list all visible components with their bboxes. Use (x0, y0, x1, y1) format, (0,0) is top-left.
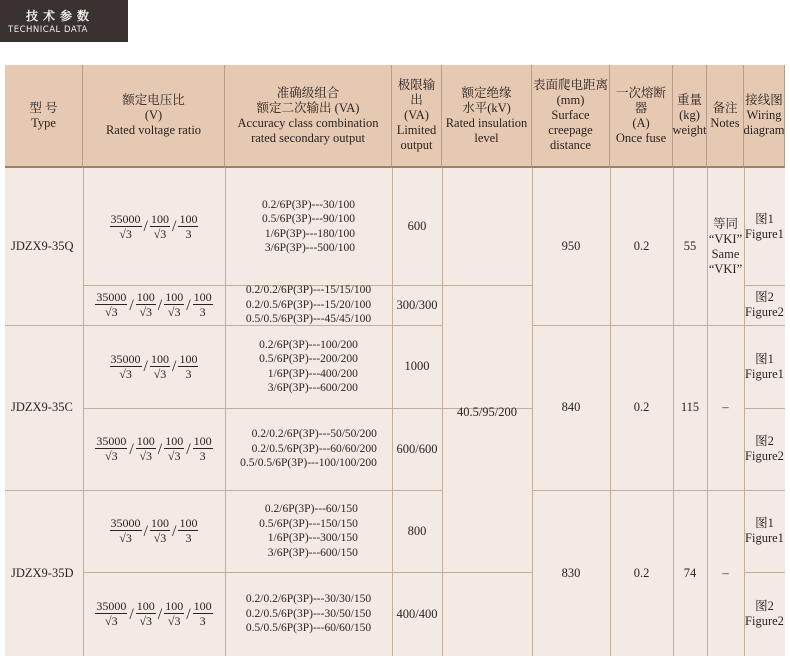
header-accuracy (225, 65, 392, 168)
accuracy-line: 0.5/6P(3P)---90/100 (262, 213, 355, 225)
header-creepage-line: 表面爬电距离 (532, 78, 608, 92)
accuracy-line: 0.2/6P(3P)---30/100 (262, 198, 355, 211)
header-wiring (744, 65, 785, 168)
voltage-ratio-cell (83, 490, 225, 572)
header-creepage-line: Surface (551, 108, 590, 122)
section-title-cn: 技术参数 (26, 9, 95, 23)
ratio-fraction (178, 213, 198, 241)
fraction-denominator: √3 (119, 531, 132, 545)
header-weight-line: 重量 (676, 93, 702, 107)
header-notes (707, 65, 744, 168)
wiring-line: Figure2 (745, 614, 784, 628)
header-weight-line: weight (672, 123, 707, 137)
fraction-numerator: 100 (151, 211, 169, 226)
header-weight (673, 65, 707, 168)
ratio-slash: / (157, 296, 163, 314)
creepage-cell: 830 (561, 565, 581, 580)
accuracy-list (240, 427, 377, 471)
header-wiring-line: diagram (743, 123, 785, 137)
wiring-diagram-cell (744, 408, 785, 490)
header-notes-line: Notes (710, 115, 740, 130)
header-creepage-line: (mm) (556, 93, 585, 107)
accuracy-line: 0.2/6P(3P)---100/200 (259, 338, 358, 351)
header-wiring-line: Wiring (746, 108, 782, 122)
ratio-fraction (164, 291, 184, 319)
accuracy-line: 0.5/6P(3P)---150/150 (259, 517, 358, 530)
fraction-numerator: 100 (165, 290, 184, 304)
notes-line: – (722, 400, 729, 414)
header-insulation-line: 额定绝缘 (461, 85, 512, 100)
ratio-slash: / (157, 605, 163, 623)
voltage-ratio (94, 435, 213, 463)
ratio-fraction (136, 435, 156, 463)
fraction-denominator: 3 (185, 226, 192, 241)
ratio-fraction (150, 353, 170, 381)
voltage-ratio-cell (83, 285, 225, 325)
accuracy-line: 0.5/0.5/6P(3P)---45/45/100 (245, 313, 372, 326)
ratio-fraction (193, 291, 213, 319)
ratio-slash: / (172, 522, 177, 540)
header-fuse (610, 65, 673, 168)
header-insulation (442, 65, 532, 168)
wiring-line: Figure1 (745, 366, 784, 381)
ratio-slash: / (186, 440, 191, 458)
fraction-numerator: 100 (179, 516, 198, 530)
model-cell: JDZX9-35D (11, 565, 74, 580)
header-type-line: 型 号 (29, 100, 58, 115)
accuracy-list (246, 592, 371, 636)
fraction-numerator: 35000 (110, 351, 141, 366)
ratio-slash: / (129, 440, 134, 458)
accuracy-line: 0.5/0.5/6P(3P)---100/100/200 (240, 457, 377, 470)
technical-data-table (5, 65, 785, 656)
ratio-slash: / (172, 218, 177, 235)
ratio-fraction (95, 600, 127, 628)
accuracy-line: 1/6P(3P)---180/100 (264, 227, 355, 240)
fuse-cell: 0.2 (633, 565, 650, 580)
wiring-diagram-cell (744, 325, 785, 408)
creepage-cell: 840 (561, 400, 581, 414)
ratio-fraction (178, 353, 198, 381)
model-cell: JDZX9-35Q (11, 239, 74, 253)
fraction-numerator: 35000 (96, 290, 127, 304)
fraction-numerator: 35000 (96, 434, 127, 448)
header-insulation-line: Rated insulation (445, 115, 528, 130)
accuracy-line: 0.5/0.5/6P(3P)---60/60/150 (245, 622, 372, 635)
accuracy-line: 3/6P(3P)---500/100 (264, 242, 355, 254)
fraction-denominator: √3 (153, 531, 167, 545)
fraction-numerator: 100 (136, 290, 155, 304)
fraction-numerator: 35000 (110, 516, 141, 530)
ratio-fraction (110, 353, 142, 381)
fraction-denominator: 3 (185, 366, 192, 381)
accuracy-cell (225, 490, 392, 572)
fuse-cell: 0.2 (633, 400, 650, 414)
fraction-denominator: √3 (153, 366, 167, 381)
voltage-ratio-cell (83, 572, 225, 656)
fraction-numerator: 100 (179, 351, 198, 366)
header-ratio (83, 65, 225, 168)
ratio-slash: / (172, 358, 177, 375)
model-cell: JDZX9-35C (11, 400, 73, 414)
notes-cell (707, 490, 744, 656)
accuracy-cell (225, 285, 392, 325)
accuracy-line: 0.2/0.5/6P(3P)---60/60/200 (251, 442, 377, 455)
header-limited (392, 65, 442, 168)
ratio-slash: / (186, 605, 191, 623)
insulation-level-cell: 40.5/95/200 (456, 404, 518, 419)
accuracy-list (259, 338, 358, 396)
ratio-fraction (95, 435, 127, 463)
fraction-denominator: √3 (167, 614, 181, 628)
accuracy-line: 0.2/0.5/6P(3P)---30/50/150 (245, 607, 372, 620)
wiring-line: 图1 (755, 516, 774, 530)
section-title-en: TECHNICAL DATA (8, 25, 88, 35)
wiring-line: Figure2 (745, 449, 784, 463)
header-ratio-line: Rated voltage ratio (105, 123, 202, 137)
limited-output-cell: 1000 (404, 359, 430, 373)
accuracy-list (262, 198, 355, 256)
wiring-line: 图2 (755, 599, 774, 613)
ratio-slash: / (143, 522, 148, 540)
voltage-ratio-cell (83, 325, 225, 408)
ratio-fraction (150, 213, 170, 241)
header-insulation-line: 水平(kV) (462, 100, 511, 115)
header-accuracy-line: Accuracy class combination (237, 115, 379, 130)
accuracy-list (246, 283, 371, 327)
header-limited-line: Limited (396, 123, 437, 137)
ratio-slash: / (129, 296, 134, 314)
voltage-ratio (109, 517, 200, 545)
accuracy-line: 1/6P(3P)---300/150 (267, 532, 358, 544)
header-limited-line: (VA) (404, 108, 429, 122)
fraction-numerator: 100 (136, 434, 155, 448)
header-fuse-line: 一次熔断器 (615, 85, 666, 115)
fraction-numerator: 100 (193, 599, 212, 613)
header-accuracy-line: 额定二次输出 (VA) (256, 100, 360, 115)
fraction-denominator: 3 (185, 531, 192, 545)
notes-line: “VKI” (708, 231, 743, 246)
fraction-numerator: 100 (193, 434, 212, 448)
header-notes-line: 备注 (712, 100, 738, 115)
header-weight-line: (kg) (679, 108, 700, 122)
header-fuse-line: Once fuse (615, 130, 667, 145)
accuracy-cell (225, 408, 392, 490)
wiring-line: 图2 (755, 434, 774, 448)
fraction-numerator: 100 (165, 434, 184, 448)
accuracy-line: 0.2/0.2/6P(3P)---50/50/200 (251, 428, 377, 441)
ratio-slash: / (186, 296, 191, 314)
limited-output-cell: 300/300 (396, 297, 438, 312)
fraction-numerator: 35000 (110, 211, 141, 226)
fuse-cell: 0.2 (633, 239, 650, 253)
fraction-denominator: √3 (139, 449, 153, 463)
accuracy-line: 3/6P(3P)---600/150 (267, 546, 358, 559)
voltage-ratio (109, 213, 200, 241)
notes-cell (707, 325, 744, 490)
limited-output-cell: 800 (407, 523, 427, 538)
creepage-cell: 950 (561, 239, 581, 253)
fraction-denominator: √3 (139, 305, 153, 319)
fraction-denominator: √3 (119, 366, 132, 381)
ratio-fraction (136, 291, 156, 319)
ratio-slash: / (143, 218, 148, 235)
fraction-denominator: √3 (167, 305, 181, 319)
accuracy-line: 0.2/6P(3P)---60/150 (264, 503, 358, 515)
accuracy-line: 3/6P(3P)---600/200 (267, 382, 358, 394)
ratio-slash: / (129, 605, 134, 623)
accuracy-cell (225, 325, 392, 408)
notes-line: 等同 (712, 216, 738, 231)
fraction-denominator: √3 (167, 449, 181, 463)
fraction-denominator: √3 (105, 614, 118, 628)
voltage-ratio (109, 353, 200, 381)
fraction-denominator: √3 (105, 449, 118, 463)
ratio-fraction (150, 517, 170, 545)
ratio-slash: / (143, 358, 148, 375)
wiring-diagram-cell (744, 285, 785, 325)
wiring-line: Figure2 (745, 305, 784, 319)
weight-cell: 74 (683, 565, 697, 580)
header-accuracy-line: 准确级组合 (276, 85, 340, 100)
ratio-fraction (193, 435, 213, 463)
wiring-diagram-cell (744, 168, 785, 285)
wiring-diagram-cell (744, 490, 785, 572)
header-creepage-line: creepage (548, 123, 593, 137)
ratio-fraction (164, 600, 184, 628)
fraction-numerator: 100 (179, 211, 198, 226)
limited-output-cell: 400/400 (396, 606, 438, 621)
notes-line: Same (711, 246, 740, 261)
fraction-denominator: 3 (199, 614, 206, 628)
header-limited-line: 极限输出 (397, 78, 436, 107)
fraction-numerator: 35000 (96, 599, 127, 613)
fraction-numerator: 100 (193, 290, 212, 304)
fraction-denominator: √3 (139, 614, 153, 628)
fraction-numerator: 100 (136, 599, 155, 613)
wiring-diagram-cell (744, 572, 785, 656)
weight-cell: 55 (683, 239, 697, 253)
header-insulation-line: level (474, 130, 499, 145)
wiring-line: Figure1 (745, 531, 784, 545)
header-limited-line: output (400, 138, 433, 152)
notes-cell (707, 168, 744, 325)
accuracy-cell (225, 572, 392, 656)
accuracy-line: 0.2/0.5/6P(3P)---15/20/100 (245, 298, 372, 311)
limited-output-cell: 600 (407, 219, 427, 233)
fraction-numerator: 100 (165, 599, 184, 613)
ratio-fraction (136, 600, 156, 628)
ratio-slash: / (157, 440, 163, 458)
accuracy-list (259, 502, 358, 560)
ratio-fraction (193, 600, 213, 628)
header-creepage-line: distance (550, 138, 591, 152)
accuracy-line: 0.5/6P(3P)---200/200 (259, 353, 358, 365)
fraction-denominator: 3 (199, 305, 206, 319)
header-ratio-line: 额定电压比 (122, 93, 185, 107)
weight-cell: 115 (680, 400, 700, 414)
ratio-fraction (110, 517, 142, 545)
wiring-line: Figure1 (745, 226, 784, 241)
header-creepage (532, 65, 610, 168)
limited-output-cell: 600/600 (396, 441, 438, 456)
ratio-fraction (178, 517, 198, 545)
header-type-line: Type (31, 115, 56, 130)
header-ratio-line: (V) (144, 108, 163, 122)
voltage-ratio (94, 600, 213, 628)
wiring-line: 图2 (755, 290, 774, 304)
header-type (5, 65, 83, 168)
accuracy-cell (225, 168, 392, 285)
notes-line: “VKI” (708, 261, 743, 276)
fraction-denominator: √3 (105, 305, 118, 319)
accuracy-line: 1/6P(3P)---400/200 (267, 367, 358, 380)
fraction-numerator: 100 (151, 351, 169, 366)
voltage-ratio-cell (83, 168, 225, 285)
accuracy-line: 0.2/0.2/6P(3P)---30/30/150 (245, 593, 372, 606)
ratio-fraction (95, 291, 127, 319)
section-badge (0, 0, 128, 42)
header-fuse-line: (A) (632, 115, 650, 130)
header-wiring-line: 接线图 (745, 93, 783, 107)
wiring-line: 图1 (755, 211, 774, 226)
fraction-denominator: √3 (119, 226, 132, 241)
ratio-fraction (110, 213, 142, 241)
voltage-ratio (94, 291, 213, 319)
accuracy-line: 0.2/0.2/6P(3P)---15/15/100 (245, 284, 372, 297)
fraction-numerator: 100 (151, 516, 169, 530)
header-accuracy-line: rated secondary output (251, 130, 365, 145)
fraction-denominator: 3 (199, 449, 206, 463)
fraction-denominator: √3 (153, 226, 167, 241)
ratio-fraction (164, 435, 184, 463)
notes-line: – (722, 565, 729, 580)
voltage-ratio-cell (83, 408, 225, 490)
wiring-line: 图1 (755, 351, 774, 366)
